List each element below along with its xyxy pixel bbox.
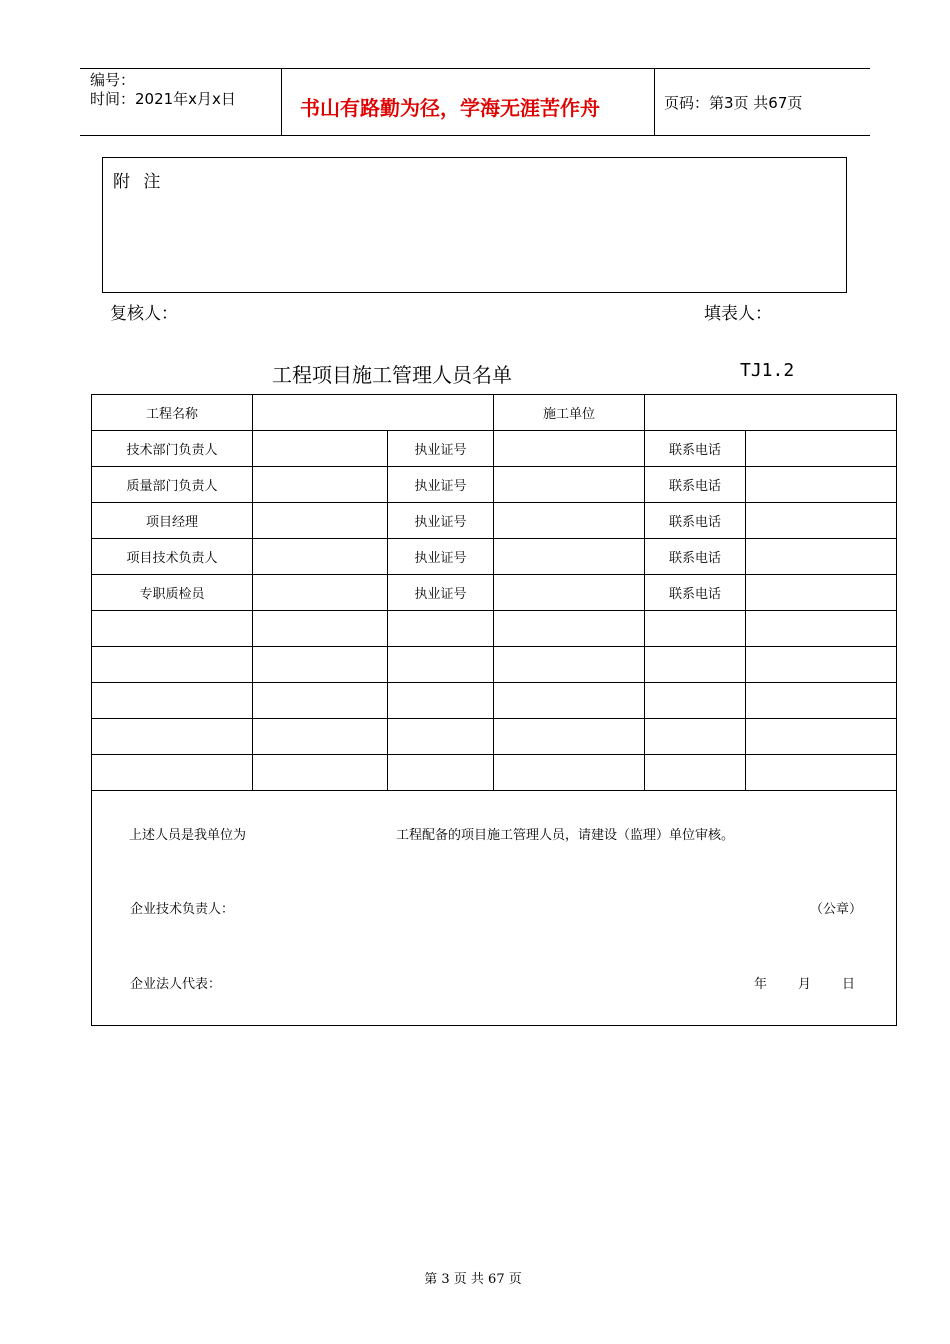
blank-cell[interactable] bbox=[253, 611, 388, 647]
cert-label: 执业证号 bbox=[388, 503, 494, 539]
cert-label: 执业证号 bbox=[388, 431, 494, 467]
blank-cell[interactable] bbox=[388, 683, 494, 719]
table-row-project bbox=[92, 395, 897, 431]
blank-cell[interactable] bbox=[388, 719, 494, 755]
notes-label: 附 注 bbox=[113, 172, 165, 192]
statement-line1-part2: 工程配备的项目施工管理人员，请建设（监理）单位审核。 bbox=[396, 828, 735, 843]
statement-line1-part1: 上述人员是我单位为 bbox=[129, 828, 247, 843]
table-row bbox=[92, 503, 897, 539]
blank-cell[interactable] bbox=[494, 755, 645, 791]
table-row-blank bbox=[92, 683, 897, 719]
cert-value[interactable] bbox=[494, 539, 645, 575]
table-row-statement bbox=[92, 791, 897, 1026]
blank-cell[interactable] bbox=[388, 647, 494, 683]
tech-lead-label: 企业技术负责人： bbox=[130, 902, 235, 917]
header-divider-left bbox=[281, 68, 282, 135]
phone-value[interactable] bbox=[746, 575, 897, 611]
header-top-rule bbox=[80, 68, 870, 69]
table-row bbox=[92, 431, 897, 467]
preparer-label: 填表人： bbox=[704, 304, 772, 324]
blank-cell[interactable] bbox=[92, 611, 253, 647]
cert-value[interactable] bbox=[494, 467, 645, 503]
name-cell[interactable] bbox=[253, 503, 388, 539]
name-cell[interactable] bbox=[253, 575, 388, 611]
date-day-label: 日 bbox=[842, 977, 856, 992]
table-row bbox=[92, 575, 897, 611]
phone-label: 联系电话 bbox=[645, 431, 746, 467]
blank-cell[interactable] bbox=[746, 647, 897, 683]
table-row-blank bbox=[92, 647, 897, 683]
blank-cell[interactable] bbox=[253, 755, 388, 791]
statement-cell bbox=[92, 791, 897, 1026]
role-label: 专职质检员 bbox=[92, 575, 253, 611]
table-row bbox=[92, 467, 897, 503]
blank-cell[interactable] bbox=[92, 683, 253, 719]
phone-label: 联系电话 bbox=[645, 503, 746, 539]
blank-cell[interactable] bbox=[645, 611, 746, 647]
phone-value[interactable] bbox=[746, 539, 897, 575]
project-name-value[interactable] bbox=[253, 395, 494, 431]
table-row-blank bbox=[92, 611, 897, 647]
construction-unit-value[interactable] bbox=[645, 395, 897, 431]
blank-cell[interactable] bbox=[645, 683, 746, 719]
cert-value[interactable] bbox=[494, 431, 645, 467]
construction-unit-label: 施工单位 bbox=[494, 395, 645, 431]
role-label: 技术部门负责人 bbox=[92, 431, 253, 467]
blank-cell[interactable] bbox=[645, 719, 746, 755]
role-label: 项目经理 bbox=[92, 503, 253, 539]
blank-cell[interactable] bbox=[388, 611, 494, 647]
phone-label: 联系电话 bbox=[645, 575, 746, 611]
blank-cell[interactable] bbox=[494, 647, 645, 683]
blank-cell[interactable] bbox=[92, 647, 253, 683]
blank-cell[interactable] bbox=[645, 755, 746, 791]
blank-cell[interactable] bbox=[494, 683, 645, 719]
blank-cell[interactable] bbox=[494, 611, 645, 647]
date-month-label: 月 bbox=[798, 977, 812, 992]
form-title: 工程项目施工管理人员名单 bbox=[272, 363, 512, 387]
cert-value[interactable] bbox=[494, 575, 645, 611]
name-cell[interactable] bbox=[253, 467, 388, 503]
cert-value[interactable] bbox=[494, 503, 645, 539]
cert-label: 执业证号 bbox=[388, 467, 494, 503]
blank-cell[interactable] bbox=[494, 719, 645, 755]
table-row-blank bbox=[92, 755, 897, 791]
blank-cell[interactable] bbox=[253, 719, 388, 755]
phone-label: 联系电话 bbox=[645, 539, 746, 575]
blank-cell[interactable] bbox=[645, 647, 746, 683]
personnel-table bbox=[91, 394, 897, 1026]
header-bottom-rule bbox=[80, 135, 870, 136]
header-time-label: 时间：2021年x月x日 bbox=[90, 90, 236, 108]
phone-label: 联系电话 bbox=[645, 467, 746, 503]
form-code: TJ1.2 bbox=[740, 360, 795, 381]
header-number-label: 编号： bbox=[90, 71, 136, 89]
role-label: 项目技术负责人 bbox=[92, 539, 253, 575]
blank-cell[interactable] bbox=[746, 719, 897, 755]
page-footer: 第 3 页 共 67 页 bbox=[424, 1272, 522, 1287]
reviewer-label: 复核人： bbox=[110, 304, 178, 324]
blank-cell[interactable] bbox=[746, 683, 897, 719]
date-year-label: 年 bbox=[754, 977, 768, 992]
seal-label: （公章） bbox=[810, 902, 863, 917]
name-cell[interactable] bbox=[253, 539, 388, 575]
cert-label: 执业证号 bbox=[388, 539, 494, 575]
notes-box bbox=[102, 157, 847, 293]
project-name-label: 工程名称 bbox=[92, 395, 253, 431]
cert-label: 执业证号 bbox=[388, 575, 494, 611]
role-label: 质量部门负责人 bbox=[92, 467, 253, 503]
legal-rep-label: 企业法人代表： bbox=[130, 977, 222, 992]
blank-cell[interactable] bbox=[388, 755, 494, 791]
blank-cell[interactable] bbox=[746, 611, 897, 647]
blank-cell[interactable] bbox=[253, 647, 388, 683]
header-page-info: 页码：第3页 共67页 bbox=[664, 94, 803, 112]
blank-cell[interactable] bbox=[253, 683, 388, 719]
blank-cell[interactable] bbox=[92, 719, 253, 755]
table-row-blank bbox=[92, 719, 897, 755]
blank-cell[interactable] bbox=[92, 755, 253, 791]
blank-cell[interactable] bbox=[746, 755, 897, 791]
phone-value[interactable] bbox=[746, 503, 897, 539]
phone-value[interactable] bbox=[746, 431, 897, 467]
name-cell[interactable] bbox=[253, 431, 388, 467]
table-row bbox=[92, 539, 897, 575]
header-motto: 书山有路勤为径，学海无涯苦作舟 bbox=[300, 96, 600, 120]
header-divider-right bbox=[654, 68, 655, 135]
phone-value[interactable] bbox=[746, 467, 897, 503]
